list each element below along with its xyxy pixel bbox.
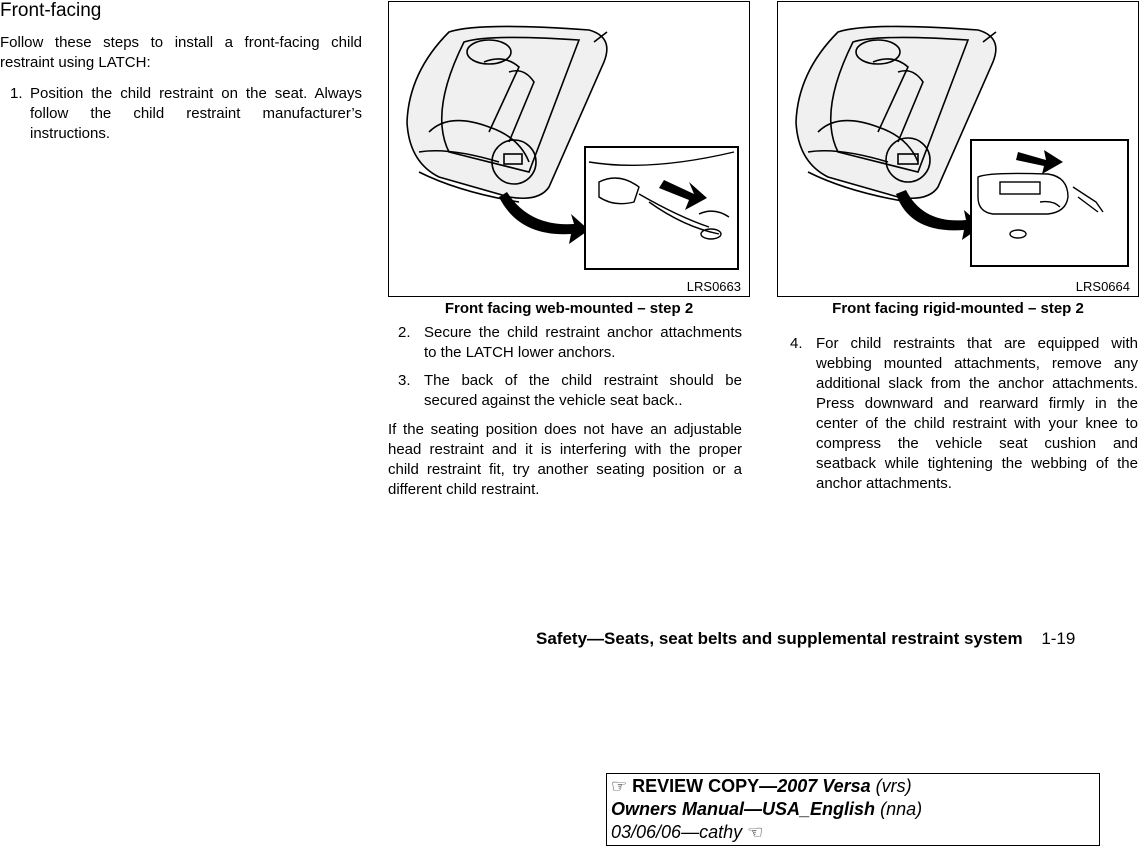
model-code: (vrs): [875, 776, 912, 796]
step-number: 4.: [790, 335, 803, 352]
footer-section-title: Safety—Seats, seat belts and supplemental restraint system: [536, 629, 1023, 648]
figure-web-mounted: [388, 1, 750, 297]
figure-code: LRS0663: [686, 279, 741, 294]
step-text: Secure the child restraint anchor attachments to the LATCH lower anchors.: [424, 324, 742, 361]
step-number: 3.: [398, 372, 411, 389]
review-line-1: [611, 775, 1095, 798]
pointing-hand-left-icon: ☜: [747, 822, 764, 842]
step-3: [398, 371, 742, 411]
step-4: [790, 334, 1138, 494]
step-text: The back of the child restraint should be secured against the vehicle seat back..: [424, 372, 742, 409]
child-seat-illustration: [778, 2, 1139, 298]
section-heading: Front-facing: [0, 0, 102, 21]
manual-name: Owners Manual—USA_English: [611, 799, 876, 819]
step-number: 1.: [10, 85, 23, 102]
figure-code: LRS0664: [1075, 279, 1130, 294]
head-restraint-paragraph: If the seating position does not have an adjustable head restraint and it is interfering with the proper child restraint fit, try another seating position or a different child restraint.: [388, 421, 742, 498]
step-text: Position the child restraint on the seat. Always follow the child restraint manufacturer’s instructions.: [30, 85, 362, 142]
step-text: For child restraints that are equipped with webbing mounted attachments, remove any additional slack from the anchor attachments. Press downward and rearward firmly in the center of the child restraint with your knee to compress the vehicle seat cushion and seatback while tightening the webbing of the anchor attachments.: [816, 335, 1138, 492]
review-copy-box: [606, 773, 1100, 846]
page-number: 1-19: [1041, 629, 1076, 648]
review-line-2: [611, 798, 1095, 821]
child-seat-illustration: [389, 2, 751, 298]
step-number: 2.: [398, 324, 411, 341]
manual-code: (nna): [880, 799, 923, 819]
figure-caption-web-mounted: Front facing web-mounted – step 2: [444, 300, 694, 317]
figure-caption-rigid-mounted: Front facing rigid-mounted – step 2: [832, 300, 1084, 317]
review-line-3: [611, 821, 1095, 844]
model-name: 2007 Versa: [777, 776, 871, 796]
pointing-hand-icon: ☞: [611, 776, 628, 796]
review-date-author: 03/06/06—cathy: [611, 822, 743, 842]
review-label: REVIEW COPY—: [632, 776, 778, 796]
intro-paragraph: Follow these steps to install a front-facing child restraint using LATCH:: [0, 34, 362, 71]
page-footer: [536, 629, 1075, 649]
step-2: [398, 323, 742, 363]
step-1: [10, 84, 362, 144]
figure-rigid-mounted: [777, 1, 1139, 297]
